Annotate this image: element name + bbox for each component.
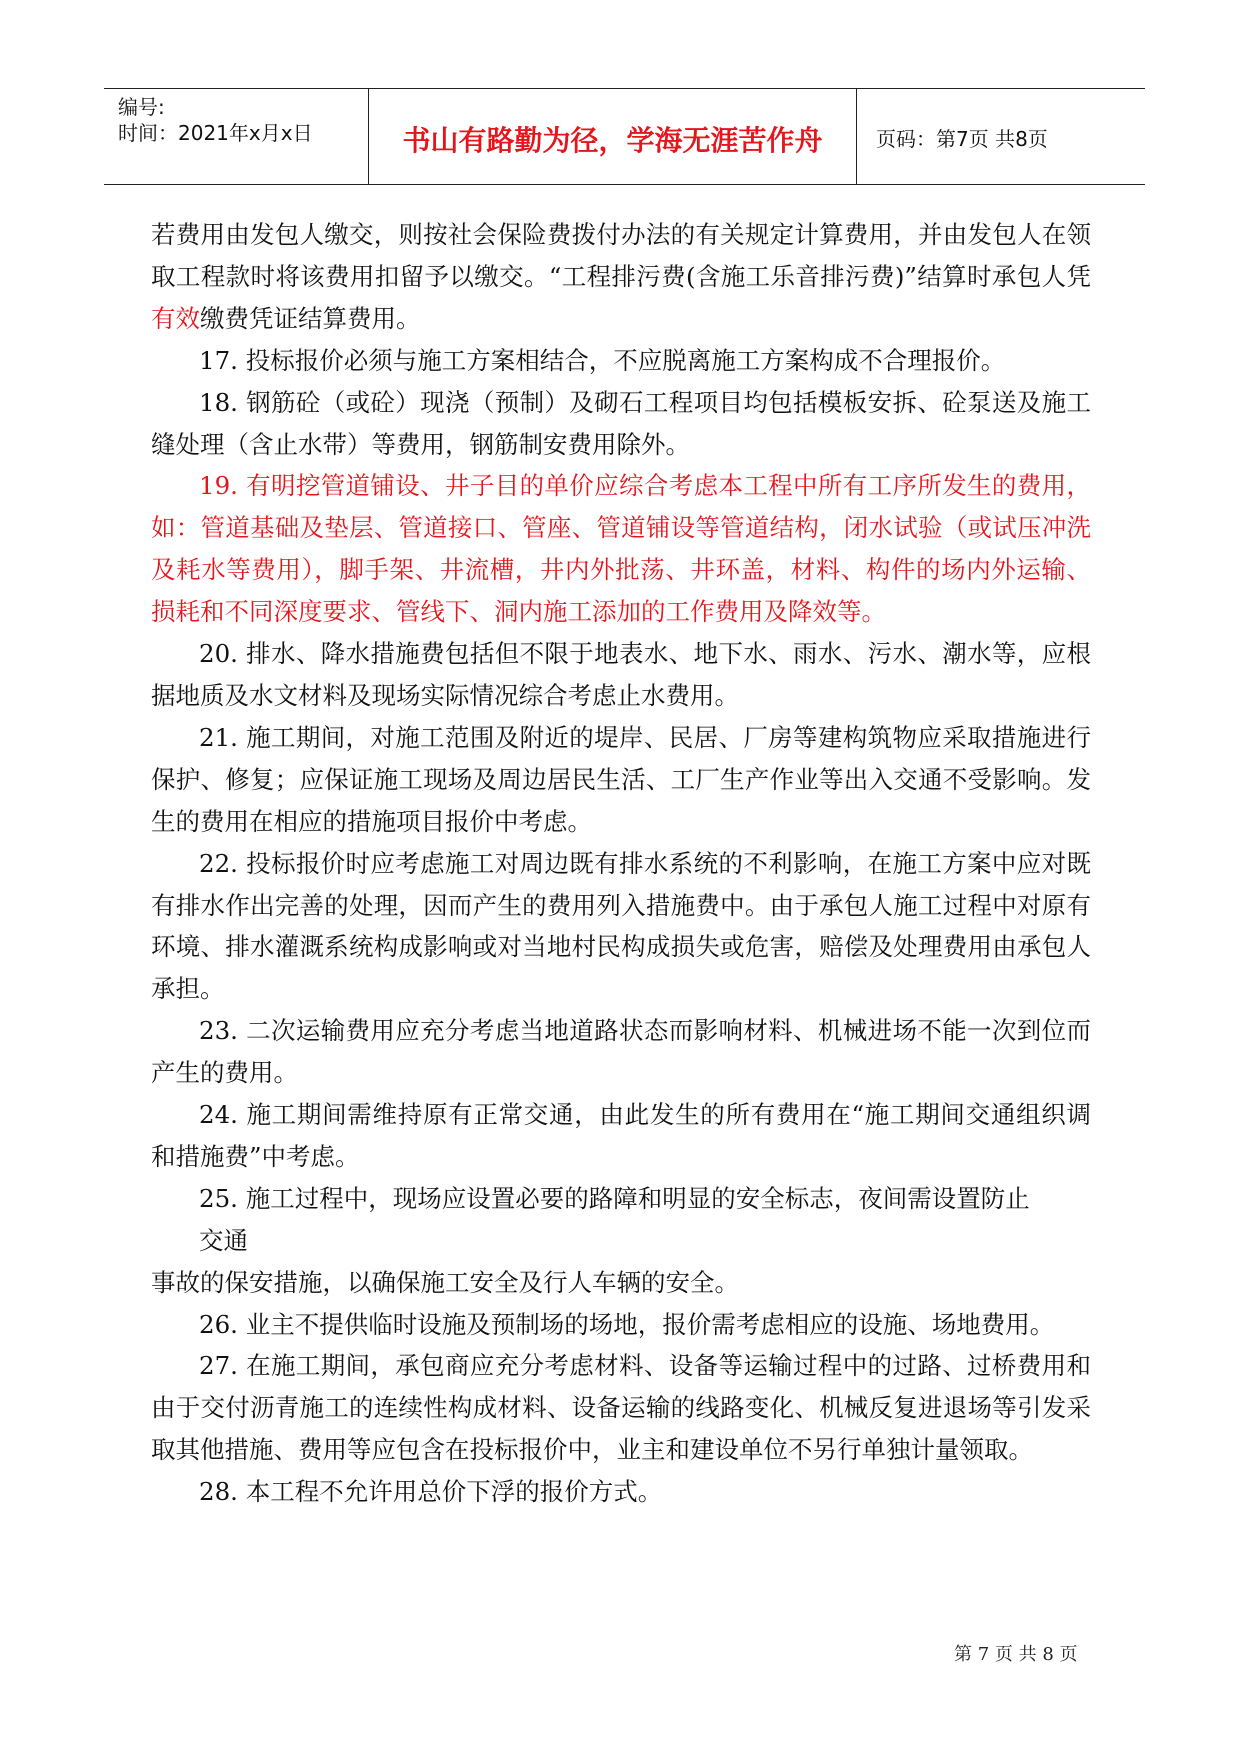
- item-17: 17. 投标报价必须与施工方案相结合，不应脱离施工方案构成不合理报价。: [199, 345, 1006, 375]
- item-18: 18. 钢筋砼（或砼）现浇（预制）及砌石工程项目均包括模板安拆、砼泵送及施工缝处理（含止水带）等费用，钢筋制安费用除外。: [151, 387, 1091, 459]
- paragraph-text: 若费用由发包人缴交，则按社会保险费拨付办法的有关规定计算费用，并由发包人在领取工程款时将该费用扣留予以缴交。“工程排污费(含施工乐音排污费)”结算时承包人凭: [151, 220, 1091, 291]
- paragraph-continued: [151, 214, 1091, 340]
- item-22: 22. 投标报价时应考虑施工对周边既有排水系统的不利影响，在施工方案中应对既有排水作出完善的处理，因而产生的费用列入措施费中。由于承包人施工过程中对原有环境、排水灌溉系统构成影响或对当地村民构成损失或危害，赔偿及处理费用由承包人承担。: [151, 848, 1091, 1004]
- document-body: [151, 214, 1091, 1513]
- item-27: 27. 在施工期间，承包商应充分考虑材料、设备等运输过程中的过路、过桥费用和由于交付沥青施工的连续性构成材料、设备运输的线路变化、机械反复进退场等引发采取其他措施、费用等应包含在投标报价中，业主和建设单位不另行单独计量领取。: [151, 1351, 1091, 1465]
- item-28: 28. 本工程不允许用总价下浮的报价方式。: [199, 1477, 663, 1507]
- header-page-cell: [856, 89, 1145, 184]
- item-25-wrap: 交通: [199, 1225, 248, 1255]
- document-header: [104, 88, 1145, 185]
- item-21: 21. 施工期间，对施工范围及附近的堤岸、民居、厂房等建构筑物应采取措施进行保护、修复；应保证施工现场及周边居民生活、工厂生产作业等出入交通不受影响。发生的费用在相应的措施项目报价中考虑。: [151, 722, 1091, 836]
- header-motto-cell: [368, 89, 857, 184]
- number-label: 编号:: [118, 95, 165, 119]
- header-info-cell: [104, 89, 368, 184]
- page-footer: 第 7 页 共 8 页: [954, 1644, 1078, 1665]
- item-26: 26. 业主不提供临时设施及预制场的场地，报价需考虑相应的设施、场地费用。: [199, 1309, 1055, 1339]
- paragraph-text: 缴费凭证结算费用。: [200, 303, 421, 333]
- highlight-text: 有效: [151, 303, 200, 333]
- item-20: 20. 排水、降水措施费包括但不限于地表水、地下水、雨水、污水、潮水等，应根据地质及水文材料及现场实际情况综合考虑止水费用。: [151, 639, 1091, 710]
- page-label: 页码：第7页 共8页: [876, 127, 1048, 151]
- item-24: 24. 施工期间需维持原有正常交通，由此发生的所有费用在“施工期间交通组织调和措施费”中考虑。: [151, 1100, 1091, 1171]
- item-19: 19. 有明挖管道铺设、井子目的单价应综合考虑本工程中所有工序所发生的费用，如：管道基础及垫层、管道接口、管座、管道铺设等管道结构，闭水试验（或试压冲洗及耗水等费用），脚手架、井流槽，井内外批荡、井环盖，材料、构件的场内外运输、损耗和不同深度要求、管线下、洞内施工添加的工作费用及降效等。: [151, 471, 1091, 627]
- time-label: 时间：2021年x月x日: [118, 121, 313, 145]
- item-23: 23. 二次运输费用应充分考虑当地道路状态而影响材料、机械进场不能一次到位而产生的费用。: [151, 1016, 1091, 1088]
- item-25: 25. 施工过程中，现场应设置必要的路障和明显的安全标志，夜间需设置防止: [199, 1183, 1030, 1213]
- motto: 书山有路勤为径，学海无涯苦作舟: [402, 124, 823, 157]
- item-25-continued: 事故的保安措施，以确保施工安全及行人车辆的安全。: [151, 1267, 739, 1297]
